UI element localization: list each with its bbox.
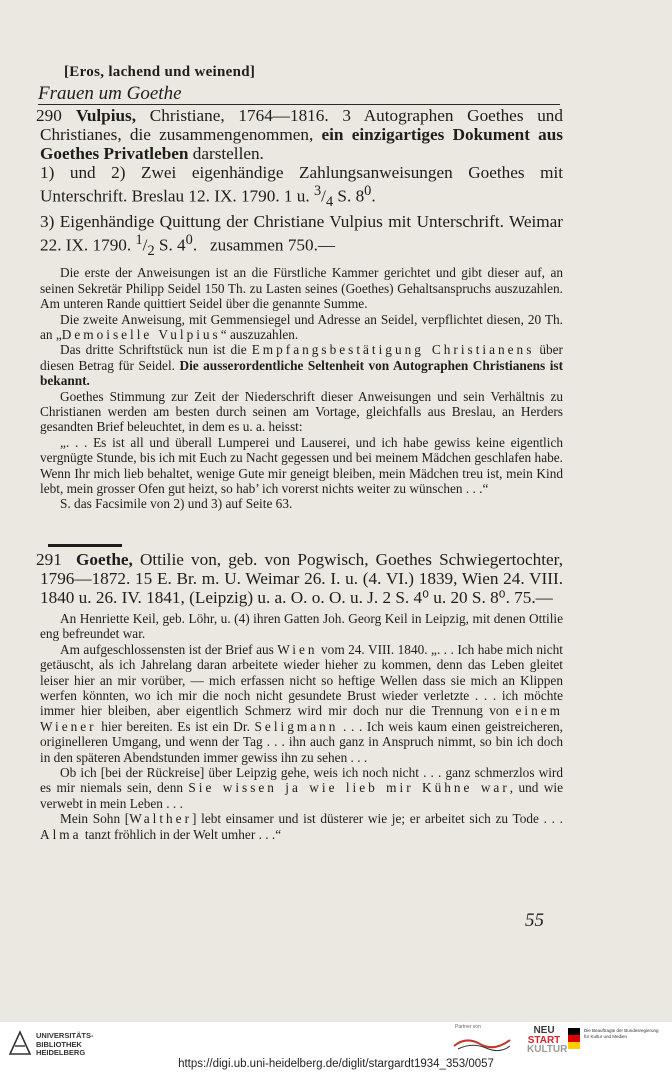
text-run: Goethes Stimmung zur Zeit der Niederschrift dieser Anweisungen und sein Verhältnis zu Christianen werden am besten durch seinen am Vortage, gleichfalls aus Breslau, an Herders gesandten Brief beleuchtet, in dem es u. a. heisst: (40, 388, 563, 435)
text-run: Ottilie von, geb. von Pogwisch, Goethes Schwiegertochter, 1796—1872. 15 E. Br. m. U. Weimar 26. I. u. (4. VI.) 1839, Wien 24. VIII. 1840 u. 26. IV. 1841, (Leipzig) u. a. O. o. O. u. J. 2 S. 4⁰ u. 20 S. 8⁰. 75.— (40, 550, 563, 607)
note-paragraph (40, 312, 563, 343)
entry-number: 290 (36, 106, 62, 125)
entry-notes (40, 265, 563, 512)
federal-flag-icon (568, 1028, 580, 1050)
text-run: darstellen. (188, 144, 264, 163)
text-run: tanzt fröhlich in der Welt umher . . .“ (81, 826, 282, 842)
spaced-emphasis-text: Sie wissen ja wie lieb mir Kühne war (188, 780, 510, 796)
bold-text: ein einzigartiges Dokument aus Goethes Privatleben (40, 125, 563, 163)
spaced-emphasis-text: Walther (129, 811, 193, 827)
text-run: An Henriette Keil, geb. Löhr, u. (4) ihren Gatten Joh. Georg Keil in Leipzig, mit denen Ottilie eng befreundet war. (40, 611, 563, 642)
entry-number: 291 (36, 550, 62, 569)
text-run: “ auszuzahlen. (220, 326, 299, 342)
entry-lead-runs (40, 550, 563, 607)
header-divider (38, 104, 560, 105)
entry-lead-runs (40, 106, 563, 163)
entry-divider (48, 544, 122, 547)
entry-notes (40, 611, 563, 842)
library-name-line: BIBLIOTHEK (36, 1039, 82, 1049)
text-run: Die zweite Anweisung, mit Gemmensiegel und Adresse an Seidel, verpflichtet diesen, 20 Th. an „ (40, 311, 563, 342)
text-run: . . . Ich weis kaum einen geistreicheren, originelleren Umgang, und wenn der Tag . . . ihn auch ganz in Anspruch nimmt, so bin ich doch in den späteren Abendstunden immer gewiss ihn zu sehen . . . (40, 718, 563, 765)
note-paragraph (40, 435, 563, 497)
university-library-logo-icon (8, 1030, 32, 1056)
bold-text: Die ausserordentliche Seltenheit von Autographen Christianens ist bekannt. (40, 357, 564, 389)
note-paragraph (40, 765, 563, 811)
spaced-emphasis-text: Alma (40, 826, 82, 842)
spaced-emphasis-text: Seligmann (254, 718, 339, 734)
text-run: Am aufgeschlossensten ist der Brief aus (60, 641, 278, 657)
spaced-emphasis-text: Wien (277, 641, 318, 657)
entry-lead-text (40, 106, 563, 163)
library-name-line: UNIVERSITÄTS- (36, 1031, 94, 1040)
category-heading: [Eros, lachend und weinend] (64, 64, 256, 80)
note-paragraph (40, 811, 563, 842)
spaced-emphasis-text: einem Wiener (40, 703, 563, 734)
bold-text: Goethe, (76, 550, 133, 569)
neustart-line: NEU (533, 1025, 555, 1036)
footer-bar (0, 1022, 672, 1072)
text-run: „. . . Es ist all und überall Lumperei und Lauserei, und ich habe gewiss keine eigentlich vergnügte Stunde, bis ich mit Euch zu Nacht gegessen und bei meinem Mädchen geschlafen habe. Wenn Ihr mich lieb behaltet, wenige Gute mir geneigt bleiben, mein Mädchen treu ist, mein Kind lebt, mein grosser Ofen gut heizt, so hab’ ich vorerst nichts weiter zu wünschen . . .“ (40, 434, 563, 497)
text-run: Das dritte Schriftstück nun ist die (60, 342, 252, 358)
bkm-label: Die Beauftragte der Bundesregierung für Kultur und Medien (584, 1028, 659, 1039)
partner-logo-icon (452, 1034, 512, 1052)
text-run: , und wie verwebt in mein Leben . . . (40, 780, 563, 811)
page-number: 55 (525, 910, 544, 931)
text-run: Die erste der Anweisungen ist an die Fürstliche Kammer gerichtet und gibt dieser auf, an seinen Sekretär Philipp Seidel 150 Th. zu Lasten seines (Goethes) Gehaltsanspruchs auszuzahlen. Am unteren Rande quittiert Seidel über die genannte Summe. (40, 265, 563, 312)
text-run: Ob ich [bei der Rückreise] über Leipzig gehe, weis ich noch nicht . . . ganz schmerzlos wird es mir niemals sein, denn (40, 765, 563, 796)
neustart-line: KULTUR (527, 1044, 568, 1055)
catalog-entry-291 (36, 550, 563, 842)
catalog-entry-290 (36, 106, 564, 512)
library-name-line: HEIDELBERG (36, 1048, 86, 1057)
neustart-kultur-logo (527, 1025, 568, 1055)
entry-lead-text (40, 550, 563, 607)
text-run: ] lebt einsamer und ist düsterer wie je; er arbeitet sich zu Tode . . . (192, 811, 563, 827)
spaced-emphasis-text: Empfangsbestätigung Christianens (251, 342, 535, 358)
text-run: Christiane, 1764—1816. 3 Autographen Goethes und Christianes, die zusammengenommen, (40, 106, 563, 144)
note-paragraph (40, 611, 563, 642)
text-run: hier bereiten. Es ist ein Dr. (96, 718, 255, 734)
note-paragraph (40, 342, 563, 388)
entry-item-1: 1) und 2) Zwei eigenhändige Zahlungsanweisungen Goethes mit Unterschrift. Breslau 12. IX. 1790. 1 u. $^3/_4$ S. $8^0$. (40, 163, 563, 211)
text-run: über diesen Betrag für Seidel. (40, 342, 563, 373)
source-url-link[interactable]: https://digi.ub.uni-heidelberg.de/diglit/stargardt1934_353/0057 (178, 1058, 494, 1070)
note-paragraph (40, 496, 563, 511)
spaced-emphasis-text: Demoiselle Vulpius (61, 326, 221, 342)
neustart-line: START (527, 1034, 561, 1046)
entry-item-2: 3) Eigenhändige Quittung der Christiane Vulpius mit Unterschrift. Weimar 22. IX. 1790. $^1/_2$ S. $4^0$. zusammen 750.— (40, 212, 563, 260)
text-run: Mein Sohn [ (60, 811, 130, 827)
note-paragraph (40, 642, 563, 765)
bold-text: Vulpius, (76, 106, 137, 125)
partner-label: Partner von (455, 1024, 481, 1030)
text-run: S. das Facsimile von 2) und 3) auf Seite 63. (60, 496, 293, 512)
text-run: vom 24. VIII. 1840. „. . . Ich habe mich nicht getäuscht, als ich Jahrelang daran arbeitete wieder hieher zu kommen, denn das Leben gleitet leiser hier an mir vorüber, — mich erfassen nicht so heftige Wellen dass sie mich an Klippen werfen könnten, wo ich mir die noch nicht gesundete Brust wieder verletzte . . . ich möchte immer hier bleiben, aber eigentlich Schmerz wird mir doch nur die Trennung von (40, 641, 563, 719)
note-paragraph (40, 389, 563, 435)
section-title: Frauen um Goethe (38, 83, 182, 104)
library-name (36, 1032, 94, 1058)
note-paragraph (40, 265, 563, 311)
